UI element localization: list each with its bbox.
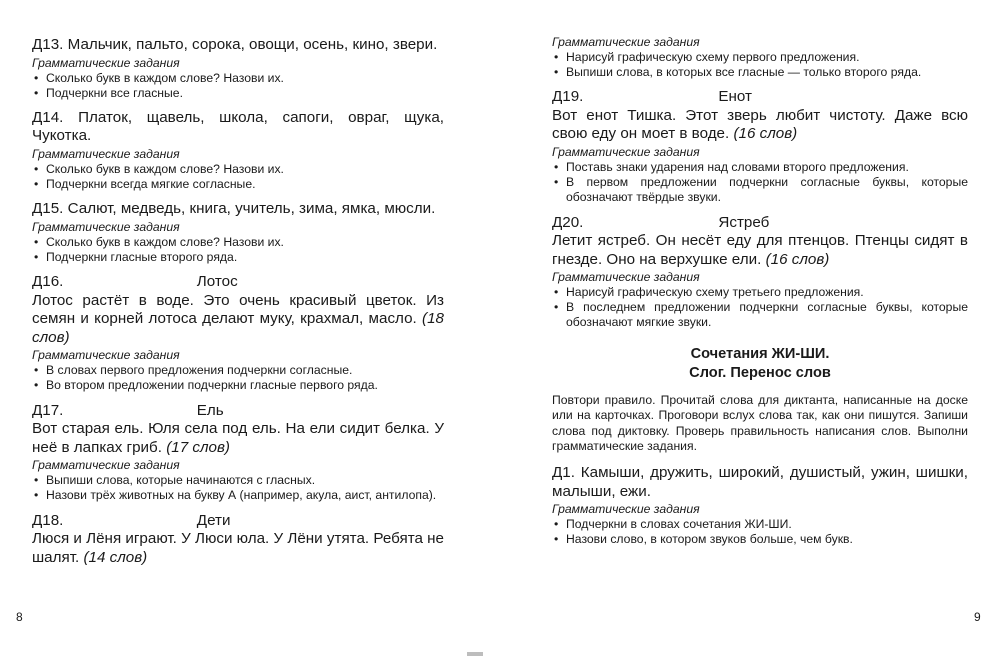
- task-item: • В словах первого предложения подчеркни согласные.: [32, 363, 444, 378]
- task-item: • Поставь знаки ударения над словами второго предложения.: [552, 160, 968, 175]
- section-heading: [552, 345, 968, 383]
- exercise-text: Д15. Салют, медведь, книга, учитель, зима, ямка, мюсли.: [32, 200, 436, 218]
- exercise-title: Лотос: [196, 273, 238, 291]
- left-column: [32, 36, 444, 575]
- dictation-text: Летит ястреб. Он несёт еду для птенцов. Птенцы сидят в гнезде. Оно на верхушке ели.: [552, 232, 968, 268]
- exercise-number: Д16.: [32, 273, 64, 291]
- exercise-header: [32, 273, 444, 292]
- exercise-d17: [32, 402, 444, 504]
- exercise-d13: [32, 36, 444, 101]
- exercise-number: Д20.: [552, 213, 584, 231]
- task-list: [32, 363, 444, 393]
- exercise-header: [552, 214, 968, 233]
- exercise-title: Ястреб: [718, 213, 770, 231]
- word-count: (16 слов): [733, 125, 798, 143]
- section-subtitle: Слог. Перенос слов: [689, 364, 831, 381]
- exercise-header: [32, 512, 444, 531]
- grammar-heading: Грамматические задания: [32, 146, 180, 161]
- task-list: [552, 160, 968, 206]
- task-item: • Назови слово, в котором звуков больше, чем букв.: [552, 532, 968, 547]
- page-number: 8: [16, 610, 23, 624]
- section-title: Сочетания ЖИ-ШИ.: [690, 345, 830, 362]
- exercise-title: Ель: [196, 401, 224, 419]
- task-item: • В последнем предложении подчеркни согласные буквы, которые обозначают мягкие звуки.: [552, 300, 968, 330]
- exercise-text: [32, 420, 444, 457]
- exercise-text: [32, 530, 444, 567]
- task-item: • Нарисуй графическую схему третьего предложения.: [552, 285, 968, 300]
- fold-mark: [467, 652, 483, 656]
- exercise-number: Д18.: [32, 511, 64, 529]
- rule-instructions: Повтори правило. Прочитай слова для диктанта, написанные на доске или на карточках. Проговори вслух слова так, как они пишутся. Запиши слова под диктовку. Проверь правильность написания слов. Выполни грамматические задания.: [552, 392, 968, 454]
- task-item: • Подчеркни всегда мягкие согласные.: [32, 177, 444, 192]
- grammar-heading: Грамматические задания: [32, 348, 180, 363]
- task-item: • Подчеркни гласные второго ряда.: [32, 250, 444, 265]
- exercise-d14: [32, 109, 444, 192]
- grammar-heading: Грамматические задания: [32, 458, 180, 473]
- grammar-heading: Грамматические задания: [552, 35, 700, 49]
- word-count: (17 слов): [166, 438, 230, 456]
- exercise-header: [32, 402, 444, 421]
- word-count: (16 слов): [765, 250, 830, 268]
- exercise-text: [552, 107, 968, 144]
- exercise-d18-continued: [552, 35, 968, 80]
- task-item: • Подчеркни все гласные.: [32, 86, 444, 101]
- word-count: (14 слов): [83, 548, 148, 566]
- exercise-text: [552, 232, 968, 269]
- grammar-heading: Грамматические задания: [32, 219, 180, 234]
- dictation-text: Вот старая ель. Юля села под ель. На ели сидит белка. У неё в лапках гриб.: [32, 420, 444, 456]
- grammar-heading: Грамматические задания: [32, 55, 180, 70]
- right-page: [500, 0, 1000, 656]
- task-list: [32, 235, 444, 265]
- exercise-d15: [32, 200, 444, 265]
- task-item: • Назови трёх животных на букву А (например, акула, аист, антилопа).: [32, 488, 444, 503]
- task-list: [552, 50, 968, 80]
- task-item: • Нарисуй графическую схему первого предложения.: [552, 50, 968, 65]
- task-list: [552, 285, 968, 331]
- exercise-d18: [32, 512, 444, 568]
- exercise-number: Д19.: [552, 88, 584, 106]
- grammar-heading: Грамматические задания: [552, 144, 700, 159]
- task-item: • Выпиши слова, которые начинаются с гласных.: [32, 473, 444, 488]
- task-item: • В первом предложении подчеркни согласные буквы, которые обозначают твёрдые звуки.: [552, 175, 968, 205]
- task-item: • Подчеркни в словах сочетания ЖИ-ШИ.: [552, 517, 968, 532]
- task-list: [32, 71, 444, 101]
- exercise-title: Дети: [196, 511, 231, 529]
- exercise-title: Енот: [718, 88, 752, 106]
- task-list: [552, 517, 968, 547]
- grammar-heading: Грамматические задания: [552, 502, 700, 516]
- exercise-header: [552, 88, 968, 107]
- exercise-d1: [552, 464, 968, 547]
- task-item: • Сколько букв в каждом слове? Назови их.: [32, 235, 444, 250]
- exercise-text: Д1. Камыши, дружить, широкий, душистый, ужин, шишки, малыши, ежи.: [552, 464, 968, 500]
- exercise-text: Д13. Мальчик, пальто, сорока, овощи, осень, кино, звери.: [32, 36, 438, 53]
- grammar-heading: Грамматические задания: [552, 270, 700, 285]
- exercise-number: Д17.: [32, 401, 64, 419]
- exercise-text: Д14. Платок, щавель, школа, сапоги, овраг, щука, Чукотка.: [32, 108, 444, 145]
- task-list: [32, 473, 444, 503]
- dictation-text: Люся и Лёня играют. У Люси юла. У Лёни утята. Ребята не шалят.: [32, 530, 444, 566]
- exercise-d19: [552, 88, 968, 205]
- right-column: [552, 35, 968, 555]
- page-number: 9: [974, 610, 981, 624]
- exercise-d16: [32, 273, 444, 393]
- task-item: • Сколько букв в каждом слове? Назови их.: [32, 71, 444, 86]
- exercise-d20: [552, 214, 968, 331]
- exercise-text: [32, 292, 444, 348]
- task-item: • Выпиши слова, в которых все гласные — только второго ряда.: [552, 65, 968, 80]
- word-count: (18 слов): [32, 310, 444, 346]
- dictation-text: Вот енот Тишка. Этот зверь любит чистоту. Даже всю свою еду он моет в воде.: [552, 106, 968, 143]
- task-list: [32, 162, 444, 192]
- task-item: • Во втором предложении подчеркни гласные первого ряда.: [32, 378, 444, 393]
- task-item: • Сколько букв в каждом слове? Назови их.: [32, 162, 444, 177]
- dictation-text: Лотос растёт в воде. Это очень красивый цветок. Из семян и корней лотоса делают муку, крахмал, масло.: [32, 291, 444, 328]
